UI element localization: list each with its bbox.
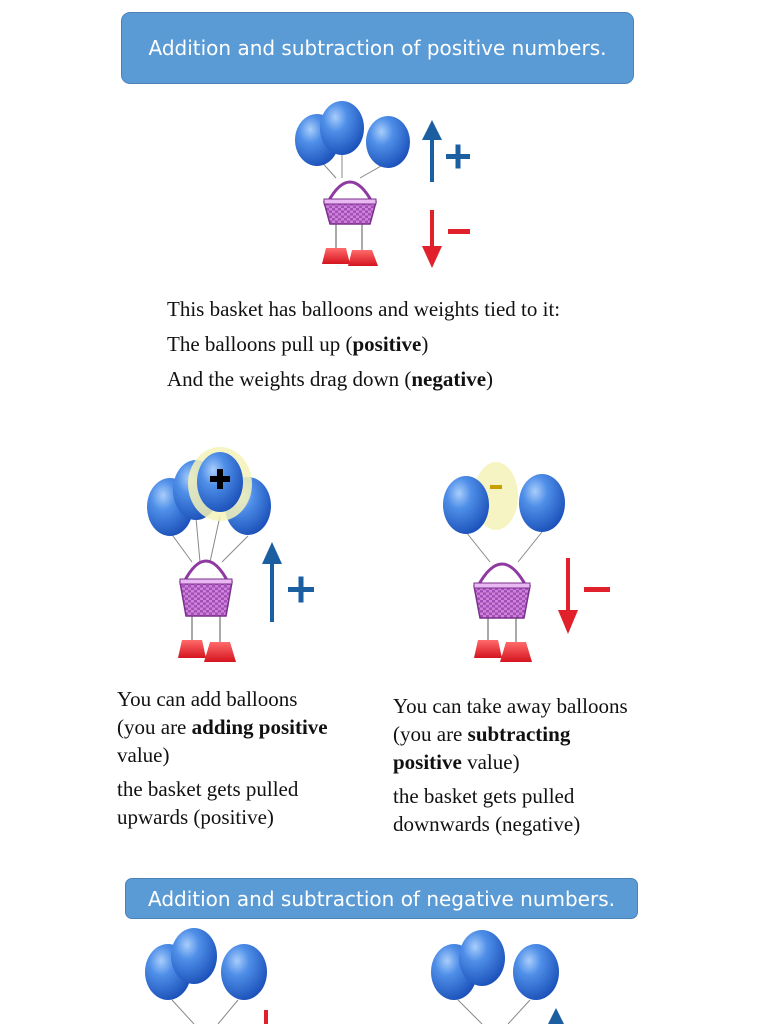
section-banner-negative [125, 878, 638, 919]
weight-icon [322, 248, 378, 266]
plus-icon [446, 145, 470, 169]
remove-balloons-result: the basket gets pulled downwards (negative) [393, 784, 581, 836]
basket-icon [324, 182, 376, 250]
up-arrow-icon [262, 542, 282, 622]
section-banner-positive [121, 12, 634, 84]
balloon-icon [147, 447, 271, 562]
down-arrow-icon [558, 558, 578, 634]
intro-text [167, 292, 560, 397]
add-balloons-description: You can add balloons (you are adding positive value) [117, 687, 328, 767]
add-balloons-illustration [140, 440, 330, 672]
minus-icon [490, 485, 502, 489]
remove-balloons-description: You can take away balloons (you are subtracting positive value) [393, 694, 628, 774]
remove-balloons-text [393, 692, 663, 844]
intro-line-2: The balloons pull up (positive) [167, 332, 429, 356]
balloon-icon [145, 928, 267, 1024]
plus-icon [288, 577, 314, 603]
weight-icon [178, 640, 236, 662]
basket-icon [180, 561, 232, 642]
balloon-icon [443, 462, 565, 562]
up-arrow-icon [422, 120, 442, 182]
weight-icon [474, 640, 532, 662]
basket-icon [474, 564, 530, 644]
add-balloons-text [117, 685, 367, 837]
remove-balloons-illustration [432, 450, 622, 672]
banner-title: Addition and subtraction of positive numbers. [148, 36, 607, 60]
intro-line-3: And the weights drag down (negative) [167, 367, 494, 391]
down-arrow-icon [422, 210, 442, 268]
banner-title: Addition and subtraction of negative numbers. [147, 886, 615, 911]
minus-icon [584, 587, 610, 592]
negative-right-illustration [424, 926, 574, 1024]
balloon-icon [295, 101, 410, 178]
balloon-icon [431, 930, 559, 1024]
add-balloons-result: the basket gets pulled upwards (positive) [117, 777, 299, 829]
intro-illustration [290, 98, 480, 274]
intro-line-1: This basket has balloons and weights tied to it: [167, 297, 561, 321]
up-arrow-icon [548, 1008, 564, 1024]
negative-left-illustration [138, 926, 288, 1024]
minus-icon [448, 229, 470, 234]
